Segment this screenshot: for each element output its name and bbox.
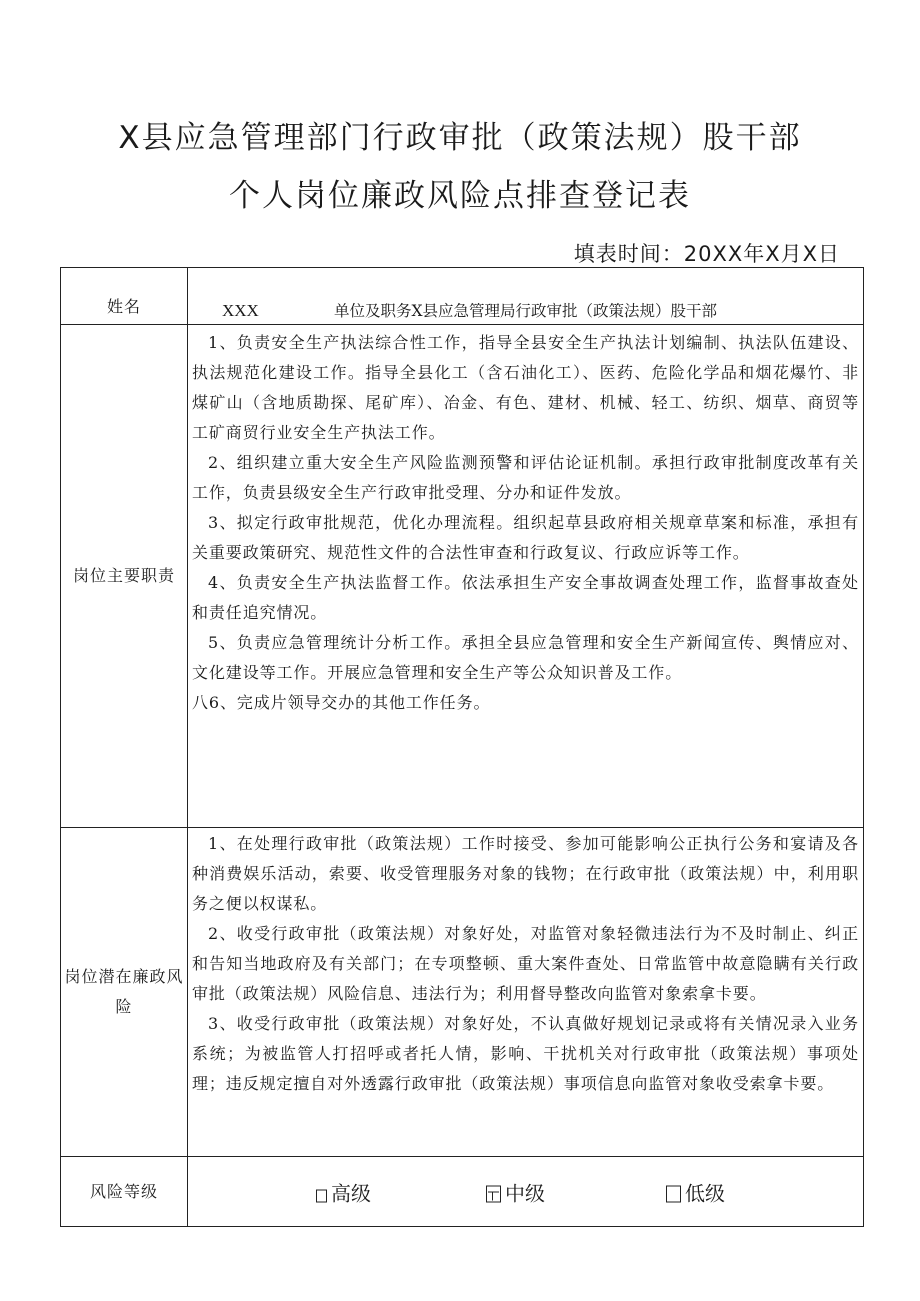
duty-item: 3、拟定行政审批规范，优化办理流程。组织起草县政府相关规章草案和标准，承担有关重要政策研究、规范性文件的合法性审查和行政复议、行政应诉等工作。 [192,513,859,562]
risks-label: 岗位潜在廉政风险 [61,828,188,1157]
duty-item: 1、负责安全生产执法综合性工作，指导全县安全生产执法计划编制、执法队伍建设、执法规范化建设工作。指导全县化工（含石油化工）、医药、危险化学品和烟花爆竹、非煤矿山（含地质勘探、尾矿库）、冶金、有色、建材、机械、轻工、纺织、烟草、商贸等工矿商贸行业安全生产执法工作。 [192,333,859,442]
fill-date: 填表时间：20XX年X月X日 [573,242,840,266]
duty-item: 2、组织建立重大安全生产风险监测预警和评估论证机制。承担行政审批制度改革有关工作，负责县级安全生产行政审批受理、分办和证件发放。 [192,453,859,502]
unit-position: 单位及职务X县应急管理局行政审批（政策法规）股干部 [334,302,718,320]
duties-cell [188,325,864,828]
risk-level-options [188,1157,864,1227]
risk-item: 1、在处理行政审批（政策法规）工作时接受、参加可能影响公正执行公务和宴请及各种消费娱乐活动，索要、收受管理服务对象的钱物；在行政审批（政策法规）中，利用职务之便以权谋私。 [192,834,859,913]
document-title-line2: 个人岗位廉政风险点排查登记表 [229,178,691,214]
checked-checkbox-icon[interactable] [486,1185,501,1202]
name-unit-cell [188,268,864,325]
duties-list [188,325,863,718]
risk-level-low-option[interactable] [666,1177,725,1206]
name-value: XXX [222,301,259,320]
risks-list [188,828,863,1099]
document-title-line1: X县应急管理部门行政审批（政策法规）股干部 [118,120,802,156]
risks-cell [188,828,864,1157]
risk-level-row [61,1157,864,1227]
checkbox-icon[interactable] [666,1185,681,1202]
risk-level-low-label: 低级 [685,1181,725,1205]
duty-item: 八6、完成片领导交办的其他工作任务。 [192,693,491,712]
risk-item: 2、收受行政审批（政策法规）对象好处，对监管对象轻微违法行为不及时制止、纠正和告知当地政府及有关部门；在专项整顿、重大案件查处、日常监管中故意隐瞒有关行政审批（政策法规）风险信息、违法行为；利用督导整改向监管对象索拿卡要。 [192,924,859,1003]
duty-item: 5、负责应急管理统计分析工作。承担全县应急管理和安全生产新闻宣传、舆情应对、文化建设等工作。开展应急管理和安全生产等公众知识普及工作。 [192,633,859,682]
risk-level-high-label: 高级 [331,1181,371,1205]
name-label: 姓名 [61,268,188,325]
checkbox-icon[interactable] [316,1189,327,1202]
name-row [61,268,864,325]
duties-row [61,325,864,828]
risk-level-label: 风险等级 [61,1157,188,1227]
risk-level-high-option[interactable] [316,1177,371,1206]
risk-registration-form [60,267,864,1227]
risk-level-medium-label: 中级 [505,1181,545,1205]
risk-level-medium-option[interactable] [486,1177,545,1206]
duties-label: 岗位主要职责 [61,325,188,828]
duty-item: 4、负责安全生产执法监督工作。依法承担生产安全事故调查处理工作，监督事故查处和责任追究情况。 [192,573,859,622]
risks-row [61,828,864,1157]
risk-item: 3、收受行政审批（政策法规）对象好处，不认真做好规划记录或将有关情况录入业务系统；为被监管人打招呼或者托人情，影响、干扰机关对行政审批（政策法规）事项处理；违反规定擅自对外透露行政审批（政策法规）事项信息向监管对象收受索拿卡要。 [192,1014,859,1093]
